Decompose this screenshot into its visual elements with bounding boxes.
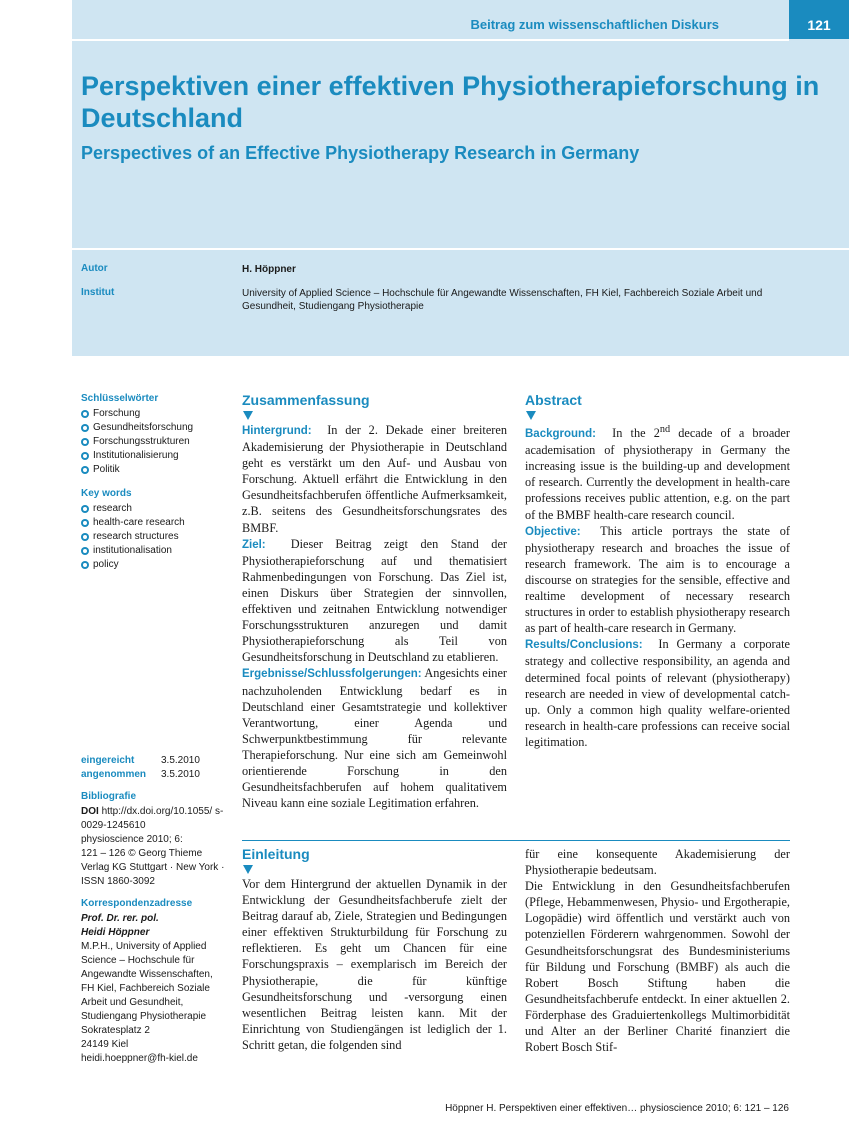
keyword-item: Politik (81, 463, 231, 477)
address-line: Arbeit und Gesundheit, (81, 997, 184, 1008)
institute-label: Institut (81, 287, 115, 298)
publication-info (81, 754, 231, 1066)
bullet-icon (81, 410, 89, 418)
results-paragraph: Ergebnisse/Schlussfolgerungen: Angesichts einer nachzuholenden Entwicklung bedarf es in Deutschland einer Gesamtstrategie und kollektiver Verantwortung, einer Agenda und Schwerpunktbestimmung für relevante Therapieforschung. Nur eine sich am Gemeinwohl orientierende Forschung in den Gesundheitsfachberufen auf hohem qualitativem Niveau kann eine soziale Legitimation erfahren. (242, 666, 507, 811)
einleitung-paragraph: Vor dem Hintergrund der aktuellen Dynamik in der Entwicklung der Gesundheitsfachberufe zielt der Beitrag darauf ab, Ziele, Strategien und Bedingungen einer effektiven Strukturbildung für Forschung zu reflektieren. Es geht um Chancen für eine Forschungspraxis – exemplarisch im Bereich der Physiotherapie, die für künftige Gesundheitsforschung und -versorgung einen wesentlichen Beitrag leisten kann. Mit der Einrichtung von Studiengängen ist lediglich der 1. Schritt getan, die folgenden sind (242, 877, 507, 1052)
zusammenfassung-heading: Zusammenfassung (242, 392, 370, 408)
address-line: Science – Hochschule für (81, 955, 195, 966)
keyword-item: research (81, 502, 231, 516)
email-link[interactable]: heidi.hoeppner@fh-kiel.de (81, 1053, 198, 1064)
background-label: Hintergrund: (242, 425, 312, 437)
accepted-row (81, 768, 231, 782)
page-footer: Höppner H. Perspektiven einer effektiven… physioscience 2010; 6: 121 – 126 (445, 1103, 789, 1114)
article-title-german: Perspektiven einer effektiven Physiotherapieforschung in Deutschland (81, 71, 820, 133)
address-line: Angewandte Wissenschaften, (81, 969, 213, 980)
abstract-heading: Abstract (525, 392, 582, 408)
keywords-block (81, 392, 231, 572)
triangle-down-icon (243, 865, 253, 874)
bullet-icon (81, 505, 89, 513)
results-label: Ergebnisse/Schlussfolgerungen: (242, 668, 422, 681)
triangle-down-icon (243, 411, 253, 420)
abstract-section (525, 391, 790, 750)
bullet-icon (81, 424, 89, 432)
address-line: Sokratesplatz 2 (81, 1025, 150, 1036)
citation-line: Verlag KG Stuttgart · New York · (81, 862, 225, 873)
keyword-item: Gesundheitsforschung (81, 421, 231, 435)
journal-section-label: Beitrag zum wissenschaftlichen Diskurs (470, 17, 719, 32)
triangle-down-icon (526, 411, 536, 420)
background-paragraph: Background: In the 2nd decade of a broader academisation of physiotherapy in Germany the increasing issue is the building-up and development of research. Currently the development in health-care professions receives public attention, e.g. on the part of the BMBF health-care research council. (525, 424, 790, 522)
zusammenfassung-section (242, 391, 507, 811)
correspondence-title: Korrespondenzadresse (81, 898, 193, 909)
doi-link[interactable]: http://dx.doi.org/10.1055/ s-0029-1245610 (81, 806, 224, 831)
keyword-item: research structures (81, 530, 231, 544)
keyword-item: policy (81, 558, 231, 572)
keyword-item: Forschung (81, 407, 231, 421)
submitted-row (81, 754, 231, 768)
background-paragraph: Hintergrund: In der 2. Dekade einer breiteren Akademisierung der Physiotherapie in Deutschland geht es verstärkt um den Auf- und Ausbau von Forschung. Aktuell erfährt die Entwicklung in den Gesundheitsfachberufen öffentliche Aufmerksamkeit, z.B. seitens des Gesundheitsforschungsrates des BMBF. (242, 423, 508, 535)
keyword-item: Forschungsstrukturen (81, 435, 231, 449)
objective-paragraph: Ziel: Dieser Beitrag zeigt den Stand der Physiotherapieforschung auf und thematisiert Rahmenbedingungen von Forschung. Das Ziel ist, einen Diskurs über Strategien der sinnvollen, effektiven und zeitnahen Entwicklung notwendiger Forschungsstrukturen anzuregen und damit Physiotherapieforschung als Teil von Gesundheitsforschung in Deutschland zu etablieren. (242, 536, 507, 665)
keywords-german-list (81, 407, 231, 477)
journal-bar (72, 0, 789, 41)
results-label: Results/Conclusions: (525, 639, 643, 652)
einleitung-continued (525, 846, 790, 1055)
accepted-label: angenommen (81, 769, 147, 780)
address-line: Studiengang Physiotherapie (81, 1011, 207, 1022)
citation-line: physioscience 2010; 6: (81, 834, 183, 845)
doi-line (81, 805, 231, 833)
results-paragraph: Results/Conclusions: In Germany a corporate strategy and collective responsibility, an agenda and determined focal points of relevant (physiotherapy) research are needed in view of developmental catch-up. Only a common high quality welfare-oriented research in health-care professions can receive social legitimation. (525, 637, 790, 749)
objective-label: Objective: (525, 525, 581, 538)
citation-line: 121 – 126 © Georg Thieme (81, 848, 203, 859)
keyword-item: institutionalisation (81, 544, 231, 558)
address-line: M.P.H., University of Applied (81, 941, 207, 952)
doi-label: DOI (81, 806, 99, 817)
objective-paragraph: Objective: This article portrays the state of physiotherapy research and broaches the issue of research framework. The aim is to encourage a discourse on strategies for the sensible, effective and realtime development of necessary research structures in order to establish physiotherapy research as part of health-care research in Germany. (525, 523, 791, 636)
address-line: FH Kiel, Fachbereich Soziale (81, 983, 210, 994)
keyword-item: Institutionalisierung (81, 449, 231, 463)
submitted-date: 3.5.2010 (161, 755, 200, 766)
address-line: 24149 Kiel (81, 1039, 129, 1050)
correspondence-title-name: Prof. Dr. rer. pol. (81, 913, 159, 924)
submitted-label: eingereicht (81, 755, 135, 766)
page-number: 121 (789, 0, 849, 39)
bullet-icon (81, 452, 89, 460)
bullet-icon (81, 533, 89, 541)
author-label: Autor (81, 263, 108, 274)
institute-text: University of Applied Science – Hochschule für Angewandte Wissenschaften, FH Kiel, Fachbereich Soziale Arbeit und Gesundheit, Studiengang Physiotherapie (242, 288, 763, 312)
keywords-german-title: Schlüsselwörter (81, 393, 159, 404)
citation-line: ISSN 1860-3092 (81, 876, 155, 887)
bullet-icon (81, 519, 89, 527)
bullet-icon (81, 438, 89, 446)
einleitung-heading: Einleitung (242, 846, 310, 862)
background-label: Background: (525, 428, 596, 441)
accepted-date: 3.5.2010 (161, 769, 200, 780)
keywords-english-title: Key words (81, 488, 132, 499)
correspondence-name: Heidi Höppner (81, 927, 150, 938)
bullet-icon (81, 547, 89, 555)
einleitung-section (242, 845, 507, 1053)
author-name: H. Höppner (242, 264, 296, 275)
keywords-english-list (81, 502, 231, 572)
section-divider (242, 840, 790, 841)
keyword-item: health-care research (81, 516, 231, 530)
einleitung-paragraph: Die Entwicklung in den Gesundheitsfachberufen (Pflege, Hebammenwesen, Physio- und Ergotherapie, Logopädie) wird öffentlich und verstärkt auch von potenziellen Förderern wahrgenommen. Sowohl der Gesundheitsforschungsrat des Bundesministeriums für Bildung und Forschung (BMBF) als auch die Robert Bosch Stiftung haben die Gesundheitsfachberufe entdeckt. In einer aktuellen 2. Förderphase des Graduiertenkollegs Multimorbidität und Alter an der Berliner Charité finanziert die Robert Bosch Stif- (525, 879, 790, 1055)
header-divider (72, 248, 849, 250)
bibliography-title: Bibliografie (81, 791, 137, 802)
einleitung-paragraph: für eine konsequente Akademisierung der Physiotherapie bedeutsam. (525, 847, 790, 878)
objective-label: Ziel: (242, 538, 266, 551)
bullet-icon (81, 466, 89, 474)
bullet-icon (81, 561, 89, 569)
article-title-english: Perspectives of an Effective Physiotherapy Research in Germany (81, 143, 640, 163)
